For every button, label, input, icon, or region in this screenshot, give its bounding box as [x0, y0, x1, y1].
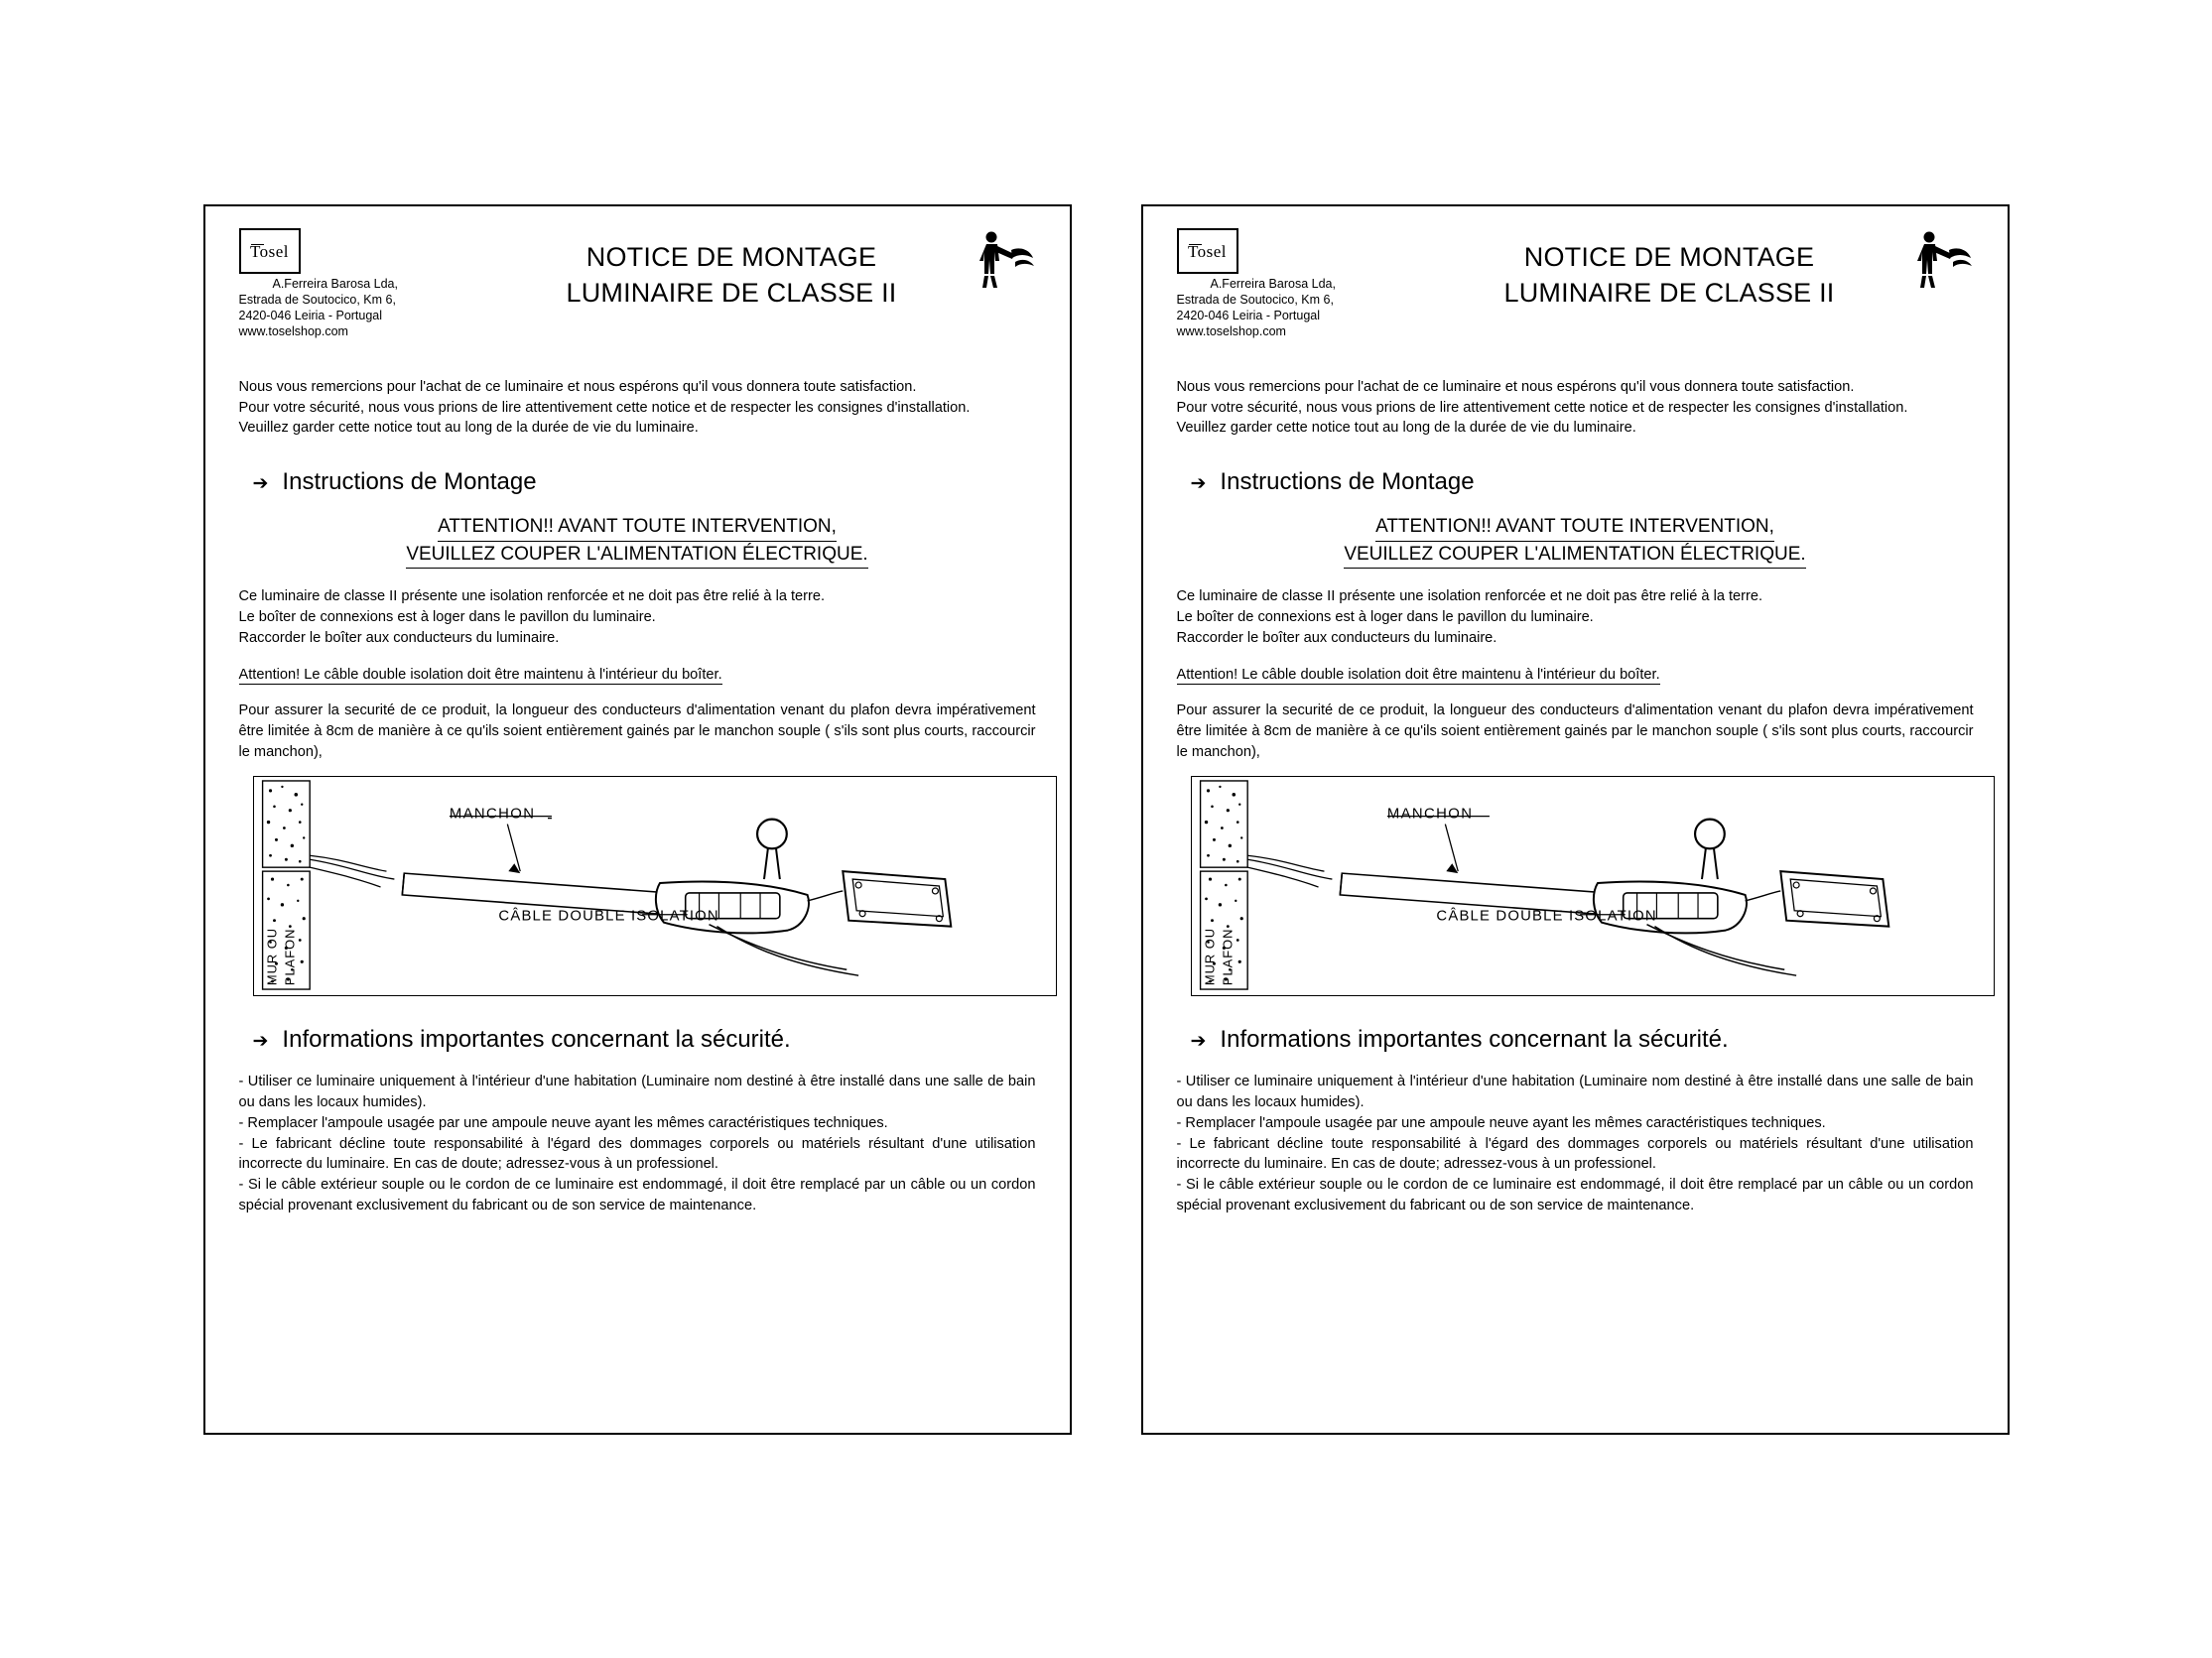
installer-pictogram-icon [1912, 228, 1976, 292]
instruction-sheet-left [203, 204, 1072, 1435]
company-address [1177, 276, 1358, 339]
brand-block [231, 228, 420, 339]
intro-line-2: Pour votre sécurité, nous vous prions de lire attentivement cette notice et de respecter les consignes d'installation. [238, 399, 971, 416]
safety-item-4: - Si le câble extérieur souple ou le cordon de ce luminaire est endommagé, il doit être remplacé par un câble ou un cordon spécial provenant exclusivement du fabricant ou de son service de maintenance. [238, 1177, 1036, 1213]
section-heading-safety [253, 1026, 1044, 1054]
installation-diagram [1191, 776, 1995, 996]
section-heading-instructions [253, 468, 1044, 496]
warning-line-2: VEUILLEZ COUPER L'ALIMENTATION ÉLECTRIQUE. [406, 542, 867, 570]
arrow-bullet-icon: ➔ [252, 1030, 269, 1052]
class2-line-3: Raccorder le boîter aux conducteurs du luminaire. [1176, 629, 1497, 646]
svg-text:MANCHON: MANCHON [1386, 807, 1473, 824]
tosel-logo [239, 228, 301, 274]
section-2-title: Informations importantes concernant la sécurité. [282, 1026, 791, 1054]
safety-item-2: - Remplacer l'ampoule usagée par une ampoule neuve ayant les mêmes caractéristiques techniques. [1176, 1114, 1826, 1131]
installer-pictogram-icon [975, 228, 1038, 292]
sheet-header [231, 228, 1044, 355]
company-name: A.Ferreira Barosa Lda, [1210, 277, 1336, 291]
warning-block [1199, 514, 1952, 569]
svg-text:CÂBLE DOUBLE ISOLATION: CÂBLE DOUBLE ISOLATION [497, 909, 719, 926]
section-2-title: Informations importantes concernant la sécurité. [1220, 1026, 1729, 1054]
safety-item-3: - Le fabricant décline toute responsabilité à l'égard des dommages corporels ou matériels résultant d'une utilisation incorrecte du luminaire. En cas de doute; adressez-vous à un professionel. [238, 1135, 1036, 1173]
address-line-2: 2420-046 Leiria - Portugal [238, 309, 383, 322]
company-name: A.Ferreira Barosa Lda, [272, 277, 398, 291]
class2-line-3: Raccorder le boîter aux conducteurs du luminaire. [238, 629, 560, 646]
title-line-1: NOTICE DE MONTAGE [586, 242, 877, 272]
class2-body [239, 586, 1036, 648]
tosel-logo-text: Tosel [1187, 242, 1228, 261]
svg-text:MUR OU: MUR OU [263, 928, 279, 986]
document-title [420, 228, 1044, 311]
arrow-bullet-icon: ➔ [252, 472, 269, 494]
attention-cable-text: Attention! Le câble double isolation doit être maintenu à l'intérieur du boîter. [1176, 666, 1660, 683]
class2-line-1: Ce luminaire de classe II présente une isolation renforcée et ne doit pas être relié à la terre. [1176, 588, 1763, 605]
intro-paragraph [239, 377, 1036, 439]
safety-item-2: - Remplacer l'ampoule usagée par une ampoule neuve ayant les mêmes caractéristiques techniques. [238, 1114, 888, 1131]
intro-paragraph [1177, 377, 1974, 439]
section-heading-instructions [1191, 468, 1982, 496]
svg-text:CÂBLE DOUBLE ISOLATION: CÂBLE DOUBLE ISOLATION [1435, 909, 1657, 926]
attention-cable-note [1177, 665, 1974, 686]
class2-line-1: Ce luminaire de classe II présente une isolation renforcée et ne doit pas être relié à la terre. [238, 588, 826, 605]
intro-line-1: Nous vous remercions pour l'achat de ce luminaire et nous espérons qu'il vous donnera toute satisfaction. [1176, 379, 1855, 395]
title-line-2: LUMINAIRE DE CLASSE II [566, 277, 897, 308]
safety-item-3: - Le fabricant décline toute responsabilité à l'égard des dommages corporels ou matériels résultant d'une utilisation incorrecte du luminaire. En cas de doute; adressez-vous à un professionel. [1176, 1135, 1974, 1173]
attention-cable-text: Attention! Le câble double isolation doit être maintenu à l'intérieur du boîter. [238, 666, 722, 683]
intro-line-3: Veuillez garder cette notice tout au long de la durée de vie du luminaire. [238, 420, 699, 437]
title-line-1: NOTICE DE MONTAGE [1523, 242, 1815, 272]
address-line-2: 2420-046 Leiria - Portugal [1176, 309, 1321, 322]
document-title [1358, 228, 1982, 311]
address-line-1: Estrada de Soutocico, Km 6, [238, 293, 396, 307]
svg-text:PLAFON: PLAFON [1219, 929, 1235, 986]
intro-line-1: Nous vous remercions pour l'achat de ce luminaire et nous espérons qu'il vous donnera toute satisfaction. [238, 379, 917, 395]
document-sheets-container [0, 204, 2212, 1455]
svg-text:PLAFON: PLAFON [281, 929, 297, 986]
section-1-title: Instructions de Montage [282, 468, 537, 496]
address-line-1: Estrada de Soutocico, Km 6, [1176, 293, 1334, 307]
intro-line-2: Pour votre sécurité, nous vous prions de lire attentivement cette notice et de respecter les consignes d'installation. [1176, 399, 1908, 416]
safety-item-1: - Utiliser ce luminaire uniquement à l'intérieur d'une habitation (Luminaire nom destiné à être installé dans une salle de bain ou dans les locaux humides). [238, 1074, 1036, 1111]
length-paragraph: Pour assurer la securité de ce produit, la longueur des conducteurs d'alimentation venant du plafon devra impérativement être limitée à 8cm de manière à ce qu'ils soient entièrement gainés par le manchon souple ( s'ils sont plus courts, raccourcir le manchon), [1176, 702, 1974, 760]
installation-diagram [253, 776, 1057, 996]
tosel-logo [1177, 228, 1238, 274]
instruction-sheet-right [1141, 204, 2010, 1435]
safety-item-1: - Utiliser ce luminaire uniquement à l'intérieur d'une habitation (Luminaire nom destiné à être installé dans une salle de bain ou dans les locaux humides). [1176, 1074, 1974, 1111]
tosel-logo-text: Tosel [249, 242, 290, 261]
length-paragraph: Pour assurer la securité de ce produit, la longueur des conducteurs d'alimentation venant du plafon devra impérativement être limitée à 8cm de manière à ce qu'ils soient entièrement gainés par le manchon souple ( s'ils sont plus courts, raccourcir le manchon), [238, 702, 1036, 760]
safety-item-4: - Si le câble extérieur souple ou le cordon de ce luminaire est endommagé, il doit être remplacé par un câble ou un cordon spécial provenant exclusivement du fabricant ou de son service de maintenance. [1176, 1177, 1974, 1213]
sheet-header [1169, 228, 1982, 355]
section-heading-safety [1191, 1026, 1982, 1054]
warning-line-2: VEUILLEZ COUPER L'ALIMENTATION ÉLECTRIQUE. [1344, 542, 1805, 570]
title-line-2: LUMINAIRE DE CLASSE II [1503, 277, 1835, 308]
svg-text:MUR OU: MUR OU [1201, 928, 1217, 986]
class2-line-2: Le boîter de connexions est à loger dans le pavillon du luminaire. [1176, 609, 1594, 626]
class2-line-2: Le boîter de connexions est à loger dans le pavillon du luminaire. [238, 609, 656, 626]
company-website: www.toselshop.com [238, 324, 348, 338]
brand-block [1169, 228, 1358, 339]
attention-cable-note [239, 665, 1036, 686]
safety-list [239, 1072, 1036, 1215]
section-1-title: Instructions de Montage [1220, 468, 1475, 496]
class2-body [1177, 586, 1974, 648]
safety-list [1177, 1072, 1974, 1215]
company-address [239, 276, 420, 339]
svg-text:MANCHON: MANCHON [449, 807, 535, 824]
arrow-bullet-icon: ➔ [1190, 1030, 1207, 1052]
intro-line-3: Veuillez garder cette notice tout au long de la durée de vie du luminaire. [1176, 420, 1636, 437]
company-website: www.toselshop.com [1176, 324, 1286, 338]
arrow-bullet-icon: ➔ [1190, 472, 1207, 494]
warning-line-1: ATTENTION!! AVANT TOUTE INTERVENTION, [1375, 514, 1774, 542]
warning-block [261, 514, 1014, 569]
warning-line-1: ATTENTION!! AVANT TOUTE INTERVENTION, [438, 514, 837, 542]
